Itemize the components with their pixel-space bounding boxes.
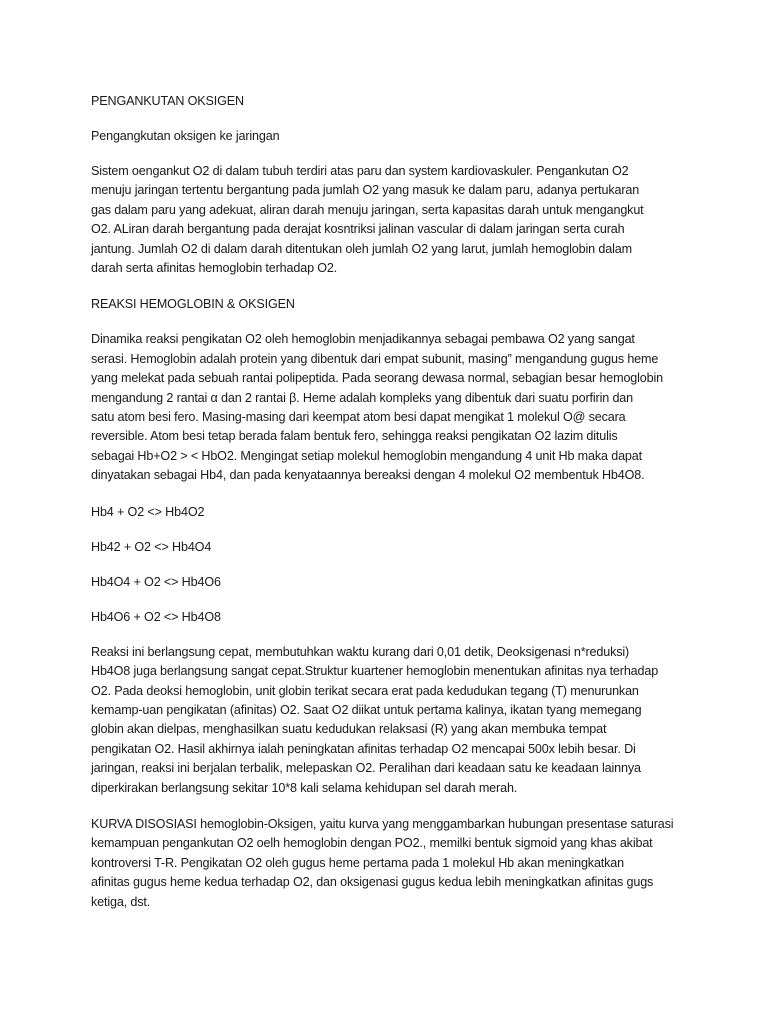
text-line: mengandung 2 rantai α dan 2 rantai β. Heme adalah kompleks yang dibentuk dari suatu porfirin dan <box>91 390 634 405</box>
text-line: jaringan, reaksi ini berjalan terbalik, melepaskan O2. Peralihan dari keadaan satu ke keadaan lainnya <box>91 761 641 776</box>
document-content <box>91 92 691 929</box>
equation: Hb4O6 + O2 <> Hb4O8 <box>91 609 221 624</box>
text-line: dinyatakan sebagai Hb4, dan pada kenyataannya bereaksi dengan 4 molekul O2 membentuk Hb4O8. <box>91 468 645 483</box>
equation: Hb42 + O2 <> Hb4O4 <box>91 539 212 554</box>
section-heading-hemoglobin: REAKSI HEMOGLOBIN & OKSIGEN <box>91 297 295 312</box>
text-line: reversible. Atom besi tetap berada falam bentuk fero, sehingga reaksi pengikatan O2 lazim ditulis <box>91 429 618 444</box>
text-line: satu atom besi fero. Masing-masing dari keempat atom besi dapat mengikat 1 molekul O@ secara <box>91 410 626 425</box>
document-subtitle: Pengangkutan oksigen ke jaringan <box>91 129 280 143</box>
text-line: darah serta afinitas hemoglobin terhadap O2. <box>91 261 338 276</box>
text-line: menuju jaringan tertentu bergantung pada jumlah O2 yang masuk ke dalam paru, adanya pertukaran <box>91 183 640 198</box>
text-line: sebagai Hb+O2 > < HbO2. Mengingat setiap molekul hemoglobin mengandung 4 unit Hb maka dapat <box>91 448 642 463</box>
text-line: Hb4O8 juga berlangsung sangat cepat.Struktur kuartener hemoglobin menentukan afinitas nya terhadap <box>91 664 659 679</box>
document-title: PENGANKUTAN OKSIGEN <box>91 94 244 108</box>
text-line: pengikatan O2. Hasil akhirnya ialah peningkatan afinitas terhadap O2 mencapai 500x lebih besar. Di <box>91 741 636 756</box>
text-line: globin akan dielpas, menghasilkan suatu kedudukan relaksasi (R) yang akan membuka tempat <box>91 722 607 737</box>
equation: Hb4 + O2 <> Hb4O2 <box>91 504 205 519</box>
paragraph-reaction-speed <box>91 643 691 798</box>
text-line: KURVA DISOSIASI hemoglobin-Oksigen, yaitu kurva yang menggambarkan hubungan presentase saturasi <box>91 816 674 831</box>
text-line: kontroversi T-R. Pengikatan O2 oleh gugus heme pertama pada 1 molekul Hb akan meningkatkan <box>91 855 625 870</box>
text-line: yang melekat pada sebuah rantai polipeptida. Pada seorang dewasa normal, sebagian besar hemoglobin <box>91 371 664 386</box>
text-line: Sistem oengankut O2 di dalam tubuh terdiri atas paru dan system kardiovaskuler. Pengankutan O2 <box>91 164 629 178</box>
text-line: gas dalam paru yang adekuat, aliran darah menuju jaringan, serta kapasitas darah untuk mengangkut <box>91 202 644 217</box>
text-line: kemampuan pengankutan O2 oelh hemoglobin dengan PO2., memilki bentuk sigmoid yang khas akibat <box>91 836 653 851</box>
paragraph-oxygen-transport <box>91 162 691 278</box>
text-line: kemamp-uan pengikatan (afinitas) O2. Saat O2 diikat untuk pertama kalinya, ikatan tyang memegang <box>91 702 642 717</box>
text-line: Reaksi ini berlangsung cepat, membutuhkan waktu kurang dari 0,01 detik, Deoksigenasi n*reduksi) <box>91 644 630 659</box>
paragraph-dissociation-curve <box>91 815 691 912</box>
text-line: Dinamika reaksi pengikatan O2 oleh hemoglobin menjadikannya sebagai pembawa O2 yang sangat <box>91 332 635 347</box>
equation: Hb4O4 + O2 <> Hb4O6 <box>91 574 221 589</box>
text-line: jantung. Jumlah O2 di dalam darah ditentukan oleh jumlah O2 yang larut, jumlah hemoglobin dalam <box>91 241 632 256</box>
text-line: diperkirakan berlangsung sekitar 10*8 kali selama kehidupan sel darah merah. <box>91 780 518 795</box>
text-line: afinitas gugus heme kedua terhadap O2, dan oksigenasi gugus kedua lebih meningkatkan afinitas gugs <box>91 875 654 890</box>
text-line: O2. Pada deoksi hemoglobin, unit globin terikat secara erat pada kedudukan tegang (T) menurunkan <box>91 683 639 698</box>
text-line: ketiga, dst. <box>91 894 151 909</box>
paragraph-hemoglobin-reaction <box>91 330 691 485</box>
text-line: serasi. Hemoglobin adalah protein yang dibentuk dari empat subunit, masing” mengandung gugus heme <box>91 351 659 366</box>
text-line: O2. ALiran darah bergantung pada derajat kosntriksi jalinan vascular di dalam jaringan serta curah <box>91 222 625 237</box>
